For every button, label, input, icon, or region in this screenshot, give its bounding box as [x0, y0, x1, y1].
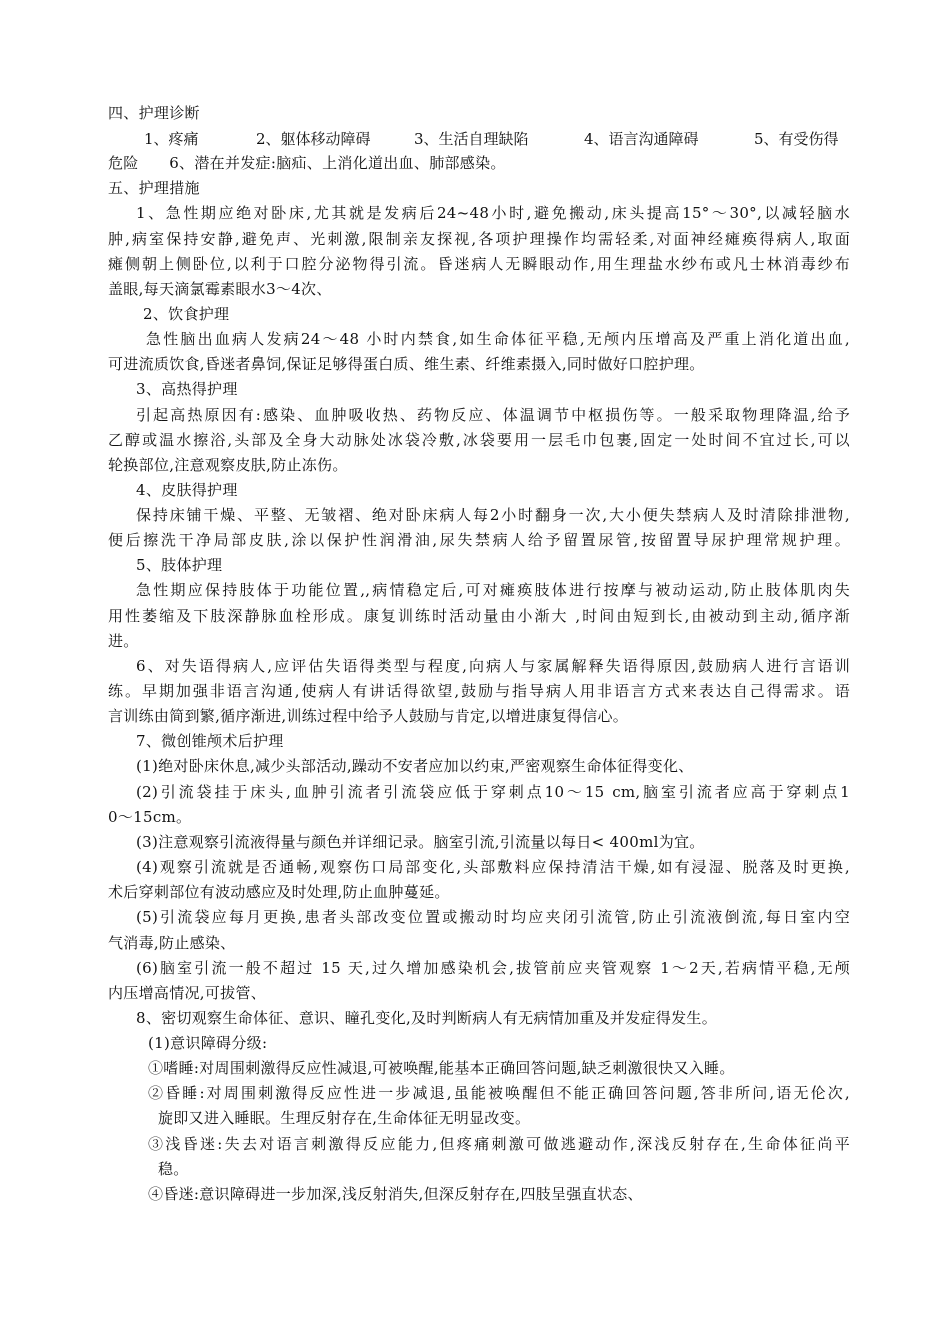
paragraph-line: 1、急性期应绝对卧床,尤其就是发病后24~48小时,避免搬动,床头提高15°～30°,以减轻脑水: [136, 204, 850, 222]
diagnosis-list: [108, 129, 850, 149]
paragraph-line: 瘫侧朝上侧卧位,以利于口腔分泌物得引流。昏迷病人无瞬眼动作,用生理盐水纱布或凡士林消毒纱布: [108, 255, 850, 273]
paragraph-line: 急性期应保持肢体于功能位置,,病情稳定后,可对瘫痪肢体进行按摩与被动运动,防止肢体肌肉失: [136, 581, 850, 599]
section-heading-nursing-diagnosis: 四、护理诊断: [108, 104, 200, 122]
paragraph-line: ③浅昏迷:失去对语言刺激得反应能力,但疼痛刺激可做逃避动作,深浅反射存在,生命体征尚平: [148, 1135, 850, 1153]
paragraph-line: 肿,病室保持安静,避免声、光刺激,限制亲友探视,各项护理操作均需轻柔,对面神经瘫痪得病人,取面: [108, 230, 850, 248]
paragraph-line: 轮换部位,注意观察皮肤,防止冻伤。: [108, 456, 348, 474]
paragraph-line: (3)注意观察引流液得量与颜色并详细记录。脑室引流,引流量以每日< 400ml为宜。: [136, 833, 705, 851]
paragraph-line: 0～15cm。: [108, 808, 192, 826]
paragraph-line: ②昏睡:对周围刺激得反应性进一步减退,虽能被唤醒但不能正确回答问题,答非所问,语无伦次,: [148, 1084, 850, 1102]
paragraph-line: 言训练由简到繁,循序渐进,训练过程中给予人鼓励与肯定,以增进康复得信心。: [108, 707, 629, 725]
subheading-fever: 3、高热得护理: [136, 380, 238, 398]
paragraph-line: (6)脑室引流一般不超过 15 天,过久增加感染机会,拔管前应夹管观察 1～2天,若病情平稳,无颅: [136, 959, 850, 977]
paragraph-line: 气消毒,防止感染、: [108, 934, 236, 952]
paragraph-line: 6、对失语得病人,应评估失语得类型与程度,向病人与家属解释失语得原因,鼓励病人进行言语训: [136, 657, 850, 675]
subheading-post-op: 7、微创锥颅术后护理: [136, 732, 284, 750]
paragraph-line: 稳。: [158, 1160, 189, 1178]
subheading-diet: 2、饮食护理: [143, 305, 230, 323]
paragraph-line: 进。: [108, 632, 139, 650]
paragraph-line: 用性萎缩及下肢深静脉血栓形成。康复训练时活动量由小渐大 ,时间由短到长,由被动到主动,循序渐: [108, 607, 850, 625]
paragraph-line: (1)绝对卧床休息,减少头部活动,躁动不安者应加以约束,严密观察生命体征得变化、: [136, 757, 694, 775]
paragraph-line: ①嗜睡:对周围刺激得反应性减退,可被唤醒,能基本正确回答问题,缺乏刺激很快又入睡。: [148, 1059, 735, 1077]
paragraph-line: (2)引流袋挂于床头,血肿引流者引流袋应低于穿刺点10～15 cm,脑室引流者应高于穿刺点1: [136, 783, 850, 801]
diagnosis-item: 3、生活自理缺陷: [414, 130, 529, 148]
paragraph-line: ④昏迷:意识障碍进一步加深,浅反射消失,但深反射存在,四肢呈强直状态、: [148, 1185, 643, 1203]
paragraph-line: 8、密切观察生命体征、意识、瞳孔变化,及时判断病人有无病情加重及并发症得发生。: [136, 1009, 718, 1027]
section-heading-nursing-measures: 五、护理措施: [108, 179, 200, 197]
subheading-consciousness: (1)意识障碍分级:: [148, 1034, 268, 1052]
paragraph-line: 急性脑出血病人发病24～48 小时内禁食,如生命体征平稳,无颅内压增高及严重上消化道出血,: [146, 330, 850, 348]
paragraph-line: (4)观察引流就是否通畅,观察伤口局部变化,头部敷料应保持清洁干燥,如有浸湿、脱落及时更换,: [136, 858, 850, 876]
paragraph-line: (5)引流袋应每月更换,患者头部改变位置或搬动时均应夹闭引流管,防止引流液倒流,每日室内空: [136, 908, 850, 926]
paragraph-line: 引起高热原因有:感染、血肿吸收热、药物反应、体温调节中枢损伤等。一般采取物理降温,给予: [136, 406, 850, 424]
paragraph-line: 乙醇或温水擦浴,头部及全身大动脉处冰袋冷敷,冰袋要用一层毛巾包裹,固定一处时间不宜过长,可以: [108, 431, 850, 449]
paragraph-line: 保持床铺干燥、平整、无皱褶、绝对卧床病人每2小时翻身一次,大小便失禁病人及时清除排泄物,: [136, 506, 850, 524]
subheading-limb: 5、肢体护理: [136, 556, 223, 574]
paragraph-line: 盖眼,每天滴氯霉素眼水3～4次、: [108, 280, 332, 298]
diagnosis-item: 4、语言沟通障碍: [584, 130, 699, 148]
diagnosis-item: 5、有受伤得: [754, 130, 839, 148]
paragraph-line: 便后擦洗干净局部皮肤,涂以保护性润滑油,尿失禁病人给予留置尿管,按留置导尿护理常规护理。: [108, 531, 850, 549]
diagnosis-continuation: 危险 6、潜在并发症:脑疝、上消化道出血、肺部感染。: [108, 154, 506, 172]
paragraph-line: 术后穿刺部位有波动感应及时处理,防止血肿蔓延。: [108, 883, 450, 901]
paragraph-line: 内压增高情况,可拔管、: [108, 984, 267, 1002]
diagnosis-item: 1、疼痛: [144, 130, 199, 148]
subheading-skin: 4、皮肤得护理: [136, 481, 238, 499]
paragraph-line: 旋即又进入睡眠。生理反射存在,生命体征无明显改变。: [158, 1109, 531, 1127]
paragraph-line: 可进流质饮食,昏迷者鼻饲,保证足够得蛋白质、维生素、纤维素摄入,同时做好口腔护理。: [108, 355, 705, 373]
diagnosis-item: 2、躯体移动障碍: [256, 130, 371, 148]
paragraph-line: 练。早期加强非语言沟通,使病人有讲话得欲望,鼓励与指导病人用非语言方式来表达自己得需求。语: [108, 682, 850, 700]
